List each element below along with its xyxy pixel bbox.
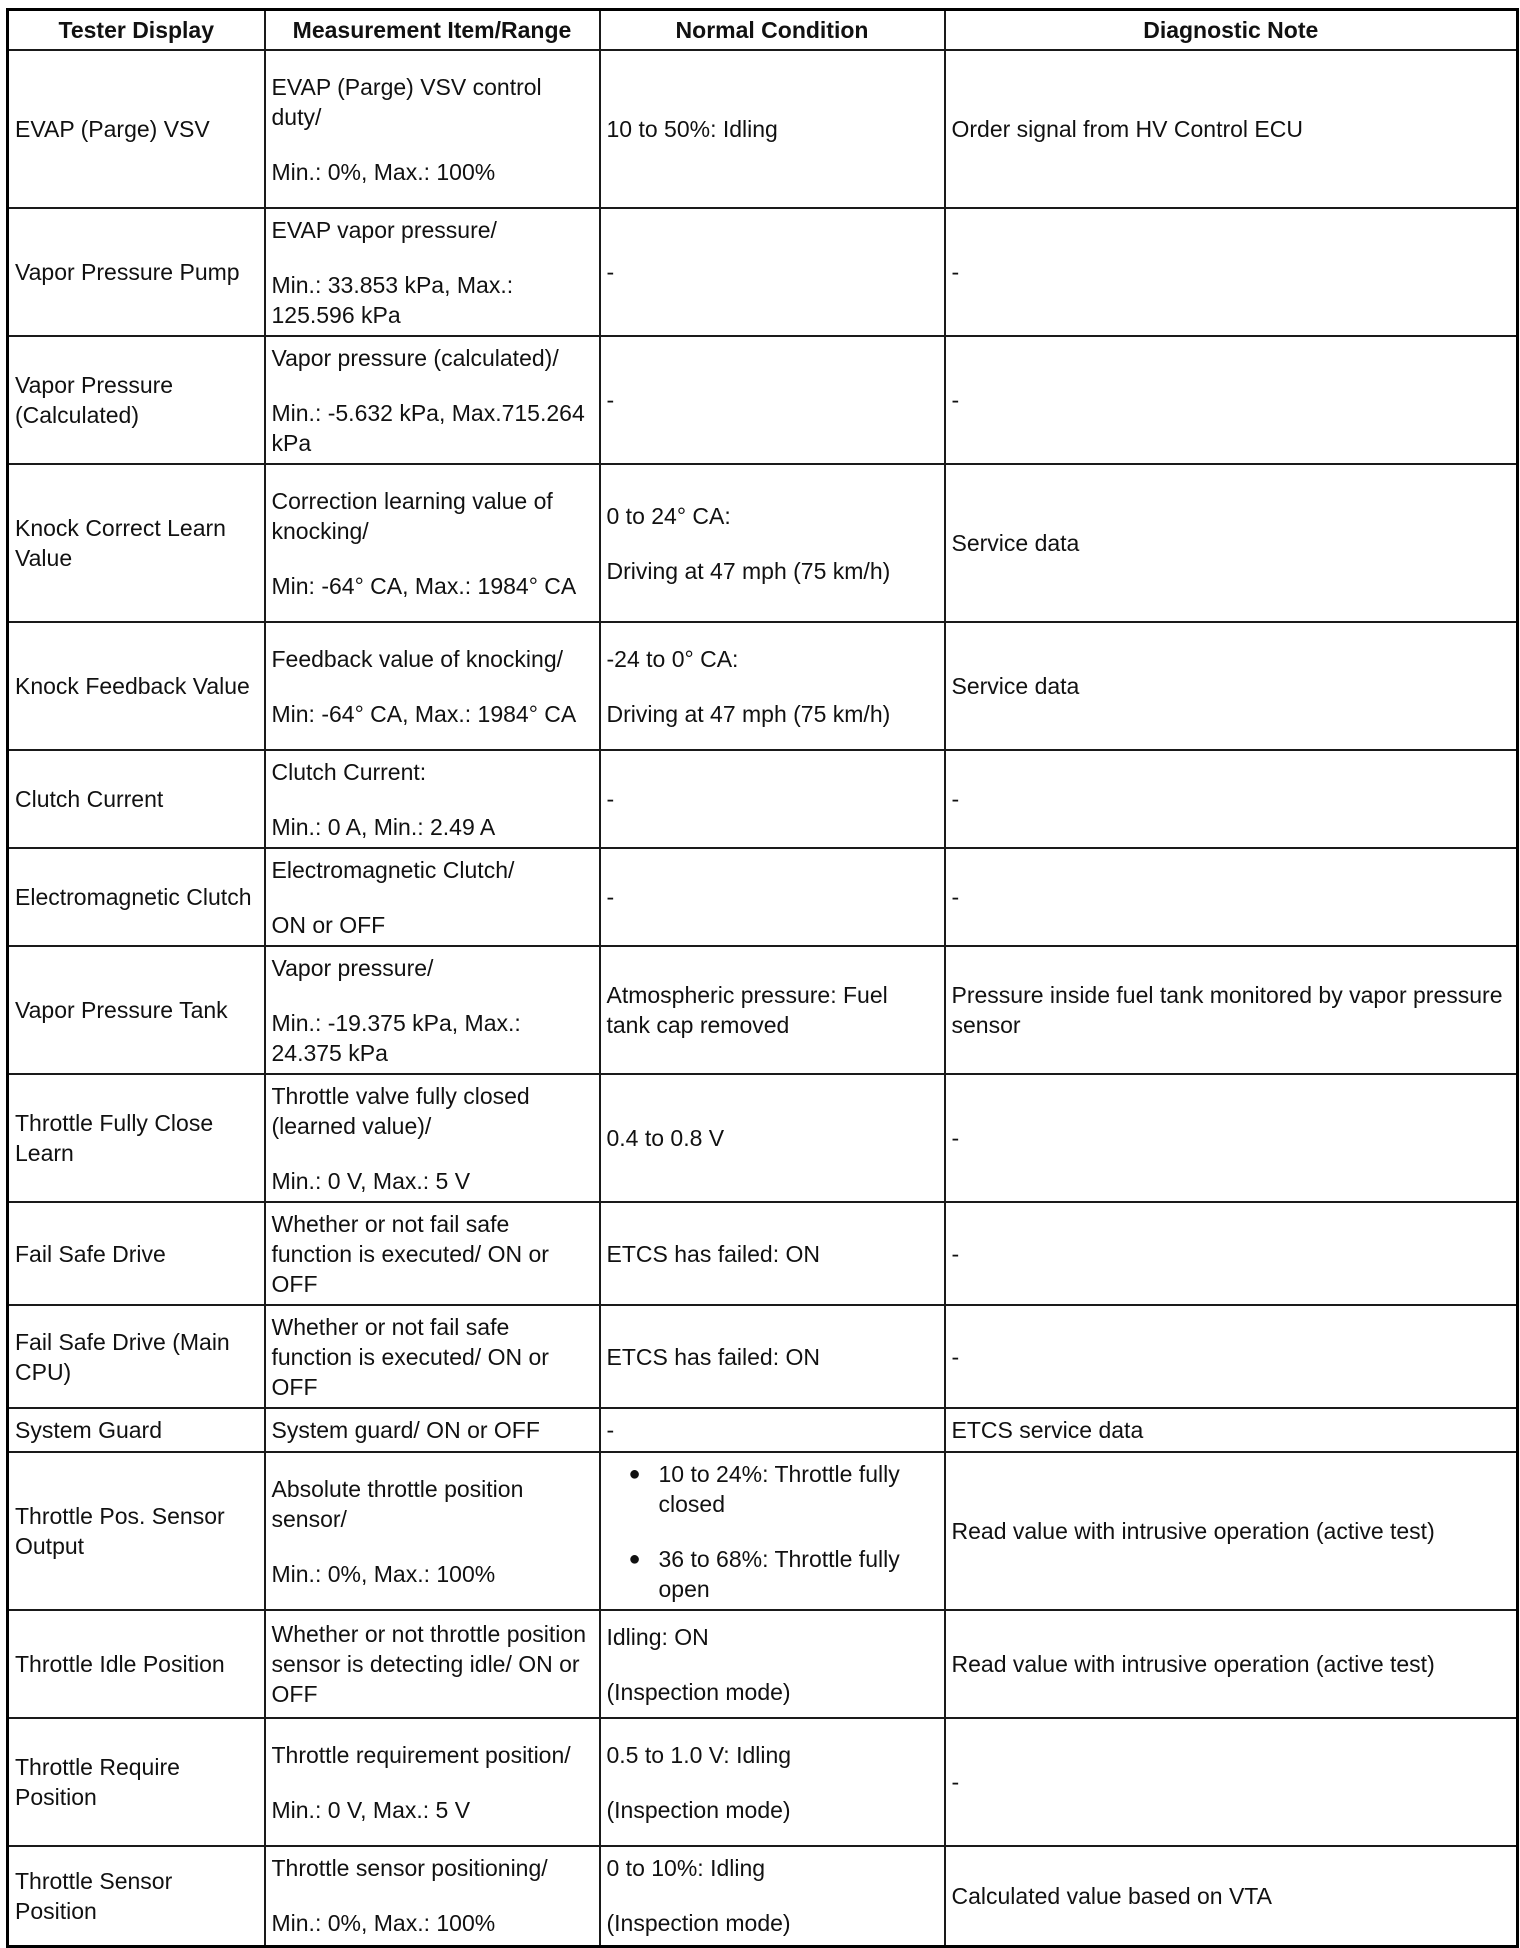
measurement-item-cell	[265, 50, 600, 208]
header-diagnostic-note: Diagnostic Note	[945, 10, 1518, 51]
normal-condition-cell	[600, 1408, 945, 1452]
normal-condition-text: Driving at 47 mph (75 km/h)	[606, 700, 891, 727]
measurement-item-text: Min: -64° CA, Max.: 1984° CA	[271, 700, 577, 727]
normal-condition-cell	[600, 1610, 945, 1718]
diagnostic-note-text: -	[951, 1343, 960, 1370]
tester-display-cell	[8, 336, 265, 464]
bullet-item: ● 36 to 68%: Throttle fully open	[629, 1544, 938, 1604]
diagnostic-note-text: -	[951, 1240, 960, 1267]
diagnostic-note-cell	[945, 336, 1518, 464]
table-header-row	[8, 10, 1518, 51]
tester-display-cell	[8, 946, 265, 1074]
normal-condition-text: 10 to 50%: Idling	[606, 116, 778, 142]
tester-display-cell	[8, 1846, 265, 1946]
normal-condition-cell	[600, 336, 945, 464]
measurement-item-text: Vapor pressure (calculated)/	[271, 344, 559, 371]
tester-display-text: Fail Safe Drive (Main CPU)	[15, 1328, 230, 1385]
measurement-item-cell	[265, 336, 600, 464]
diagnostic-note-cell	[945, 1202, 1518, 1305]
tester-display-text: Vapor Pressure Pump	[15, 259, 240, 285]
tester-display-cell	[8, 208, 265, 336]
table-row	[8, 208, 1518, 336]
normal-condition-text: 0.4 to 0.8 V	[606, 1125, 725, 1151]
diagnostic-note-cell	[945, 1452, 1518, 1610]
normal-condition-text: ETCS has failed: ON	[606, 1343, 820, 1370]
diagnostic-note-cell	[945, 622, 1518, 750]
diagnostic-note-cell	[945, 1610, 1518, 1718]
measurement-item-text: EVAP vapor pressure/	[271, 216, 497, 243]
tester-display-cell	[8, 1408, 265, 1452]
normal-condition-list	[607, 1459, 938, 1604]
normal-condition-text: ETCS has failed: ON	[606, 1240, 820, 1267]
tester-display-text: Throttle Require Position	[15, 1754, 180, 1810]
diagnostic-note-cell	[945, 1846, 1518, 1946]
measurement-item-text: Feedback value of knocking/	[271, 645, 564, 672]
measurement-item-cell	[265, 946, 600, 1074]
measurement-item-text: Correction learning value of knocking/	[271, 487, 553, 544]
tester-display-cell	[8, 1452, 265, 1610]
tester-display-text: Clutch Current	[15, 786, 164, 812]
tester-display-cell	[8, 848, 265, 946]
measurement-item-text: EVAP (Parge) VSV control duty/	[271, 73, 542, 130]
measurement-item-text: Throttle valve fully closed (learned value)/	[271, 1082, 530, 1139]
diagnostic-note-cell	[945, 464, 1518, 622]
measurement-item-text: Throttle requirement position/	[271, 1741, 571, 1768]
normal-condition-text: (Inspection mode)	[606, 1910, 791, 1937]
tester-display-cell	[8, 464, 265, 622]
tester-display-cell	[8, 1610, 265, 1718]
diagnostic-note-text: Pressure inside fuel tank monitored by vapor pressure sensor	[951, 982, 1503, 1038]
normal-condition-text: -24 to 0° CA:	[606, 645, 739, 672]
measurement-item-text: Whether or not fail safe function is executed/ ON or OFF	[271, 1313, 549, 1400]
table-row	[8, 750, 1518, 848]
normal-condition-cell	[600, 622, 945, 750]
measurement-item-text: Electromagnetic Clutch/	[271, 856, 515, 883]
diagnostic-note-cell	[945, 848, 1518, 946]
header-tester-display: Tester Display	[8, 10, 265, 51]
normal-condition-cell	[600, 750, 945, 848]
measurement-item-text: Whether or not fail safe function is executed/ ON or OFF	[271, 1210, 549, 1297]
tester-display-text: Electromagnetic Clutch	[15, 884, 252, 910]
normal-condition-text: Atmospheric pressure: Fuel tank cap removed	[606, 982, 888, 1038]
normal-condition-text: 0 to 10%: Idling	[606, 1855, 766, 1882]
measurement-item-text: Absolute throttle position sensor/	[271, 1475, 524, 1532]
diagnostic-note-text: Read value with intrusive operation (active test)	[951, 1651, 1435, 1677]
normal-condition-cell	[600, 1305, 945, 1408]
measurement-item-text: Min: -64° CA, Max.: 1984° CA	[271, 572, 577, 599]
normal-condition-text: Driving at 47 mph (75 km/h)	[606, 557, 891, 584]
measurement-item-cell	[265, 1305, 600, 1408]
diagnostic-note-cell	[945, 750, 1518, 848]
measurement-item-text: Min.: 33.853 kPa, Max.: 125.596 kPa	[271, 271, 514, 328]
measurement-item-cell	[265, 848, 600, 946]
tester-display-cell	[8, 750, 265, 848]
measurement-item-cell	[265, 1610, 600, 1718]
normal-condition-cell	[600, 1452, 945, 1610]
normal-condition-text: 0 to 24° CA:	[606, 502, 731, 529]
normal-condition-cell	[600, 1202, 945, 1305]
tester-display-text: Knock Feedback Value	[15, 673, 250, 699]
measurement-item-text: System guard/ ON or OFF	[271, 1417, 540, 1443]
measurement-item-text: Throttle sensor positioning/	[271, 1855, 548, 1882]
tester-display-text: Throttle Fully Close Learn	[15, 1110, 214, 1166]
measurement-item-text: Min.: 0 V, Max.: 5 V	[271, 1167, 471, 1194]
normal-condition-cell	[600, 464, 945, 622]
measurement-item-text: Min.: 0%, Max.: 100%	[271, 1910, 496, 1937]
normal-condition-cell	[600, 1846, 945, 1946]
tester-display-cell	[8, 50, 265, 208]
diagnostic-note-cell	[945, 1718, 1518, 1846]
table-row	[8, 1452, 1518, 1610]
measurement-item-text: Clutch Current:	[271, 758, 427, 785]
measurement-item-cell	[265, 1846, 600, 1946]
measurement-item-text: Vapor pressure/	[271, 954, 434, 981]
diagnostic-note-text: Service data	[951, 673, 1080, 699]
normal-condition-cell	[600, 1074, 945, 1202]
normal-condition-cell	[600, 1718, 945, 1846]
measurement-item-cell	[265, 622, 600, 750]
diagnostic-note-cell	[945, 1408, 1518, 1452]
diagnostic-note-cell	[945, 1305, 1518, 1408]
diagnostic-note-text: -	[951, 1769, 960, 1795]
tester-display-text: Throttle Idle Position	[15, 1651, 225, 1677]
diagnostic-note-text: Read value with intrusive operation (active test)	[951, 1518, 1435, 1544]
measurement-item-cell	[265, 1202, 600, 1305]
table-row	[8, 1305, 1518, 1408]
measurement-item-text: Min.: 0%, Max.: 100%	[271, 1560, 496, 1587]
normal-condition-cell	[600, 50, 945, 208]
diagnostic-note-text: Calculated value based on VTA	[951, 1882, 1272, 1909]
normal-condition-text: -	[606, 884, 615, 910]
tester-display-text: EVAP (Parge) VSV	[15, 116, 210, 142]
normal-condition-text: -	[606, 259, 615, 285]
measurement-item-cell	[265, 1074, 600, 1202]
diagnostic-note-text: -	[951, 786, 960, 812]
diagnostic-note-text: Service data	[951, 530, 1080, 556]
table-row	[8, 336, 1518, 464]
table-row	[8, 1846, 1518, 1946]
tester-display-text: Fail Safe Drive	[15, 1240, 166, 1267]
tester-display-text: Vapor Pressure (Calculated)	[15, 372, 174, 428]
diagnostic-note-text: ETCS service data	[951, 1417, 1144, 1443]
header-normal-condition: Normal Condition	[600, 10, 945, 51]
spec-table-container	[6, 8, 1516, 1948]
measurement-item-cell	[265, 1718, 600, 1846]
measurement-item-cell	[265, 1452, 600, 1610]
table-row	[8, 464, 1518, 622]
measurement-item-text: Min.: 0 V, Max.: 5 V	[271, 1796, 471, 1823]
table-row	[8, 946, 1518, 1074]
normal-condition-text: -	[606, 786, 615, 812]
diagnostic-note-text: -	[951, 1125, 960, 1151]
diagnostic-note-cell	[945, 50, 1518, 208]
table-row	[8, 1202, 1518, 1305]
normal-condition-text: -	[606, 387, 615, 413]
tester-display-cell	[8, 1305, 265, 1408]
normal-condition-text: (Inspection mode)	[606, 1678, 791, 1705]
tester-display-text: Vapor Pressure Tank	[15, 997, 228, 1023]
tester-display-cell	[8, 622, 265, 750]
measurement-item-text: Whether or not throttle position sensor is detecting idle/ ON or OFF	[271, 1621, 586, 1707]
normal-condition-text: 0.5 to 1.0 V: Idling	[606, 1741, 792, 1768]
diagnostic-note-text: -	[951, 884, 960, 910]
diagnostic-note-text: Order signal from HV Control ECU	[951, 116, 1303, 142]
table-body	[8, 50, 1518, 1946]
bullet-item: ● 10 to 24%: Throttle fully closed	[629, 1459, 938, 1519]
tester-display-text: Knock Correct Learn Value	[15, 515, 226, 571]
diagnostic-note-text: -	[951, 259, 960, 285]
tester-display-cell	[8, 1718, 265, 1846]
table-row	[8, 50, 1518, 208]
measurement-item-text: Min.: 0%, Max.: 100%	[271, 158, 496, 185]
data-list-table	[6, 8, 1519, 1948]
tester-display-text: Throttle Sensor Position	[15, 1867, 173, 1924]
measurement-item-cell	[265, 464, 600, 622]
measurement-item-text: ON or OFF	[271, 911, 386, 938]
normal-condition-cell	[600, 946, 945, 1074]
measurement-item-cell	[265, 1408, 600, 1452]
table-row	[8, 1718, 1518, 1846]
measurement-item-text: Min.: 0 A, Min.: 2.49 A	[271, 813, 496, 840]
table-row	[8, 848, 1518, 946]
diagnostic-note-cell	[945, 208, 1518, 336]
normal-condition-text: Idling: ON	[606, 1623, 709, 1650]
tester-display-text: Throttle Pos. Sensor Output	[15, 1503, 225, 1559]
tester-display-text: System Guard	[15, 1417, 162, 1443]
table-row	[8, 1408, 1518, 1452]
header-measurement-item: Measurement Item/Range	[265, 10, 600, 51]
diagnostic-note-cell	[945, 1074, 1518, 1202]
diagnostic-note-cell	[945, 946, 1518, 1074]
measurement-item-cell	[265, 208, 600, 336]
table-row	[8, 622, 1518, 750]
diagnostic-note-text: -	[951, 387, 960, 413]
table-row	[8, 1610, 1518, 1718]
tester-display-cell	[8, 1202, 265, 1305]
measurement-item-cell	[265, 750, 600, 848]
measurement-item-text: Min.: -5.632 kPa, Max.715.264 kPa	[271, 399, 585, 456]
measurement-item-text: Min.: -19.375 kPa, Max.: 24.375 kPa	[271, 1009, 521, 1066]
normal-condition-text: -	[606, 1417, 615, 1443]
normal-condition-text: (Inspection mode)	[606, 1796, 791, 1823]
table-row	[8, 1074, 1518, 1202]
tester-display-cell	[8, 1074, 265, 1202]
normal-condition-cell	[600, 848, 945, 946]
normal-condition-cell	[600, 208, 945, 336]
